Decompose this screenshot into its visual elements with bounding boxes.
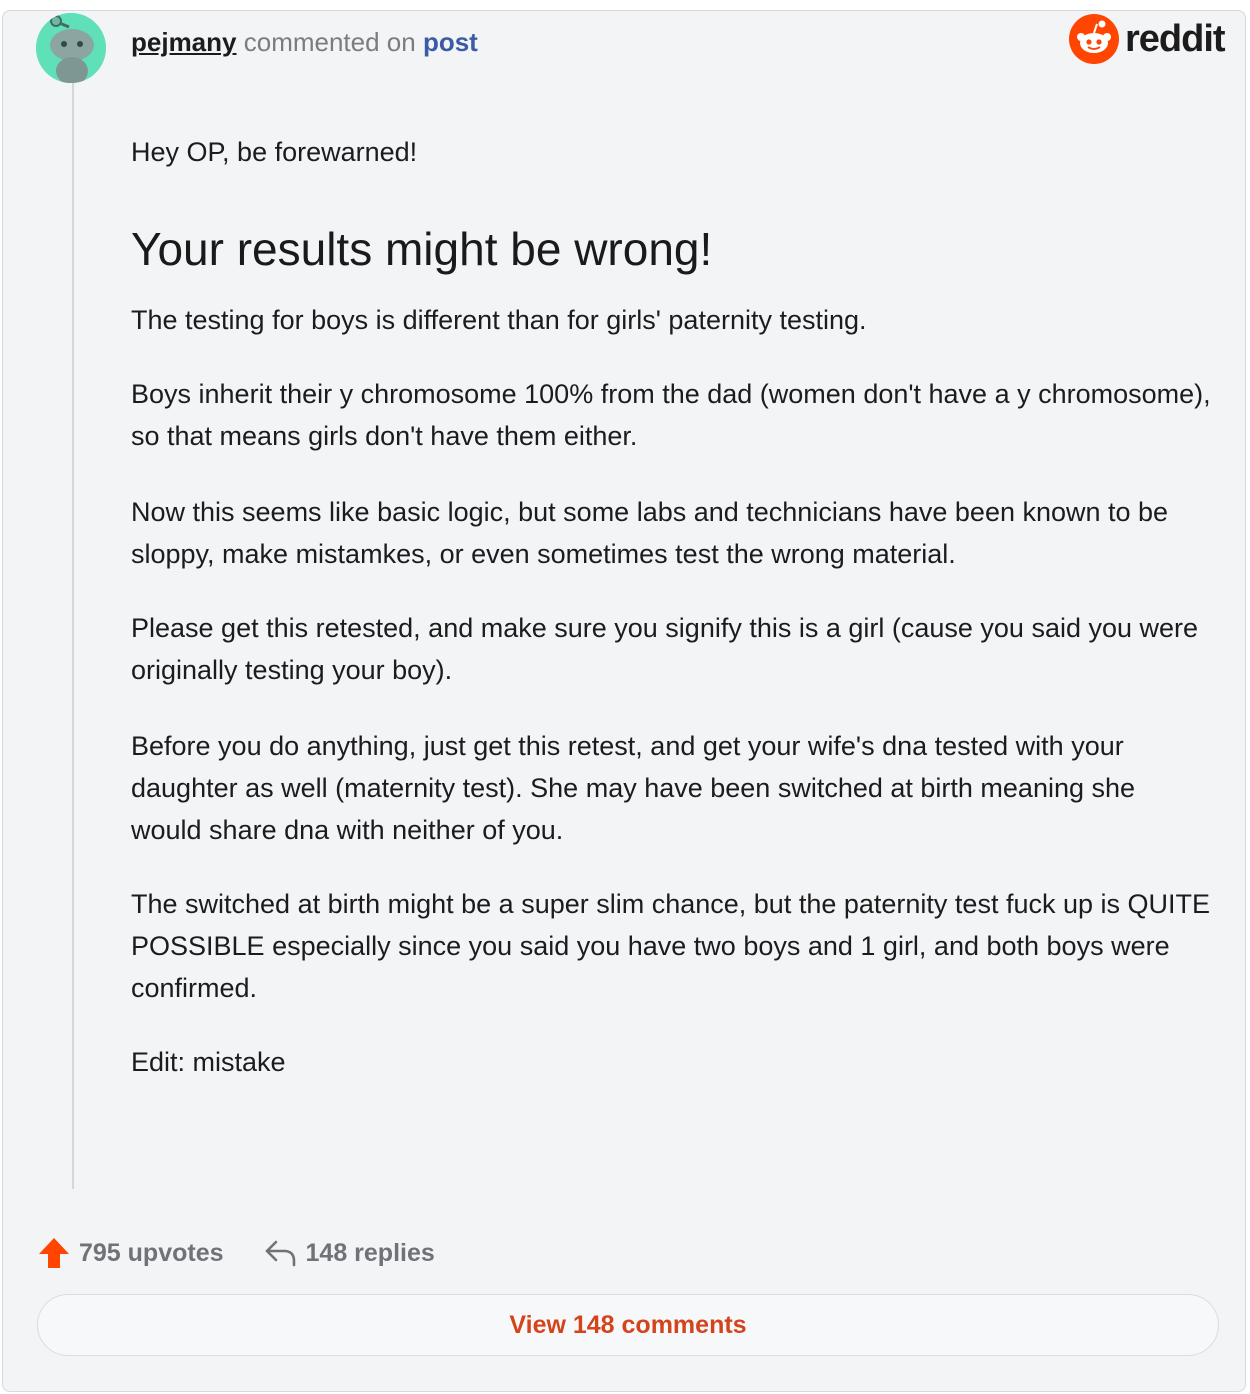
user-avatar[interactable] [36,13,106,83]
reddit-logo [1069,13,1225,65]
upvote-arrow-icon [37,1236,71,1270]
snoo-avatar-icon [36,13,106,83]
thread-line [72,83,74,1189]
upvote-count: 795 upvotes [79,1238,224,1267]
comment-edit-note: Edit: mistake [131,1047,286,1077]
comment-body [131,131,1211,1083]
comment-paragraph: The testing for boys is different than for girls' paternity testing. [131,305,867,335]
view-comments-button[interactable]: View 148 comments [37,1294,1219,1356]
commented-on-text: commented on [243,27,416,57]
comment-footer [37,1231,435,1275]
reddit-wordmark: reddit [1125,17,1225,60]
reddit-alien-icon [1069,14,1119,64]
comment-paragraph: Before you do anything, just get this retest, and get your wife's dna tested with your daughter as well (maternity test). She may have been switched at birth meaning she would share dna with neither of you. [131,731,1136,845]
comment-paragraph: Boys inherit their y chromosome 100% from the dad (women don't have a y chromosome), so that means girls don't have them either. [131,379,1211,451]
post-link[interactable]: post [422,27,478,57]
comment-heading: Your results might be wrong! [131,223,713,275]
comment-paragraph: Now this seems like basic logic, but some labs and technicians have been known to be sloppy, make mistamkes, or even sometimes test the wrong material. [131,497,1169,569]
comment-paragraph: The switched at birth might be a super slim chance, but the paternity test fuck up is QUITE POSSIBLE especially since you said you have two boys and 1 girl, and both boys were confirmed. [131,889,1210,1003]
upvote-button[interactable] [37,1236,224,1270]
replies-count: 148 replies [305,1238,435,1267]
comment-paragraph: Please get this retested, and make sure you signify this is a girl (cause you said you were originally testing your boy). [131,613,1199,685]
replies-button[interactable] [264,1238,435,1268]
comment-card [2,10,1246,1392]
username-link[interactable]: pejmany [131,27,237,57]
comment-header [131,27,478,57]
reply-arrow-icon [264,1238,298,1268]
comment-intro: Hey OP, be forewarned! [131,137,418,167]
